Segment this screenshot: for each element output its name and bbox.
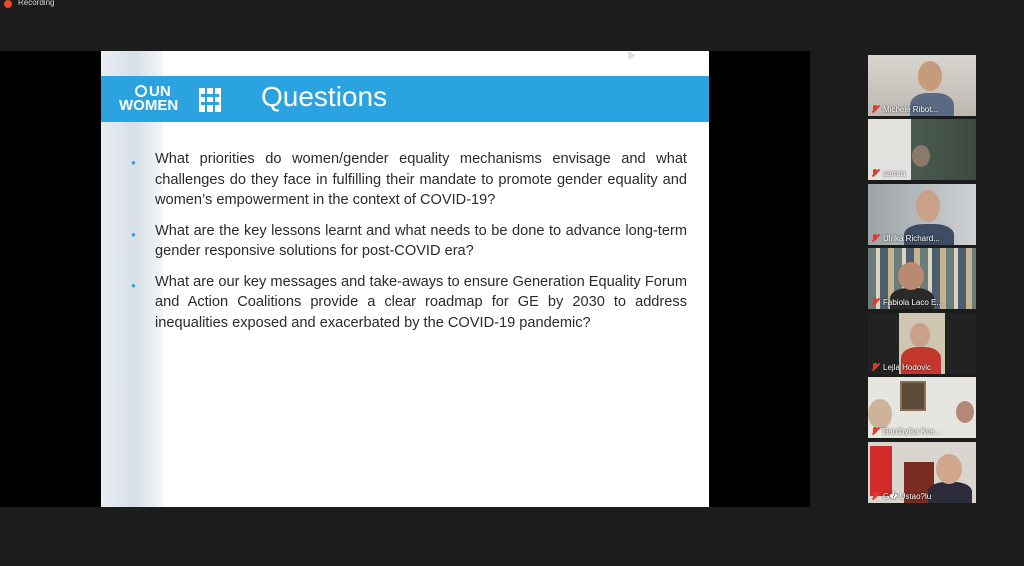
logo-women-text: WOMEN <box>119 97 179 114</box>
list-item <box>131 149 687 211</box>
participant-name: Fabiola Laco E... <box>883 298 944 307</box>
muted-mic-icon <box>871 169 879 177</box>
un-women-logo <box>119 84 229 114</box>
muted-mic-icon <box>871 234 879 242</box>
logo-un-text: UN <box>149 83 171 100</box>
participant-tile[interactable] <box>868 442 976 503</box>
recording-label: Recording <box>18 0 55 7</box>
presentation-slide <box>101 51 709 507</box>
participant-tile[interactable] <box>868 248 976 309</box>
muted-mic-icon <box>871 298 879 306</box>
participant-name: Ulrika Richard... <box>883 234 940 243</box>
slide-title: Questions <box>261 81 388 112</box>
muted-mic-icon <box>871 363 879 371</box>
muted-mic-icon <box>871 492 879 500</box>
top-bar <box>0 0 1024 10</box>
participant-name: Lejla Hodovic <box>883 363 932 372</box>
participant-tile[interactable] <box>868 55 976 116</box>
question-text: What are our key messages and take-aways to ensure Generation Equality Forum and Action Coalitions provide a clear roadmap for GE by 2030 to address inequalities exposed and exacerbated by the COVID-19 pandemic? <box>155 273 687 331</box>
bullet-icon: ● <box>131 229 136 239</box>
participant-tile[interactable] <box>868 184 976 245</box>
muted-mic-icon <box>871 105 879 113</box>
participant-tile[interactable] <box>868 313 976 374</box>
participant-tile[interactable] <box>868 119 976 180</box>
participant-name: Bardhylka Kos... <box>883 427 942 436</box>
participant-tile[interactable] <box>868 377 976 438</box>
participant-name: G� Ustao?lu <box>883 492 932 501</box>
participant-name: samra <box>883 169 906 178</box>
list-item <box>131 272 687 334</box>
list-item <box>131 221 687 262</box>
question-text: What are the key lessons learnt and what needs to be done to advance long-term gender responsive solutions for post-COVID era? <box>155 222 687 259</box>
participant-name: Michele Ribot... <box>883 105 939 114</box>
question-list <box>131 149 687 343</box>
bullet-icon: ● <box>131 280 136 290</box>
un-women-emblem-icon <box>199 86 221 112</box>
question-text: What priorities do women/gender equality mechanisms envisage and what challenges do they face in fulfilling their mandate to promote gender equality and women’s empowerment in the context of COVID-19? <box>155 151 687 208</box>
un-globe-icon <box>135 85 147 97</box>
recording-icon <box>4 0 12 8</box>
bullet-icon: ● <box>131 158 136 167</box>
muted-mic-icon <box>871 427 879 435</box>
